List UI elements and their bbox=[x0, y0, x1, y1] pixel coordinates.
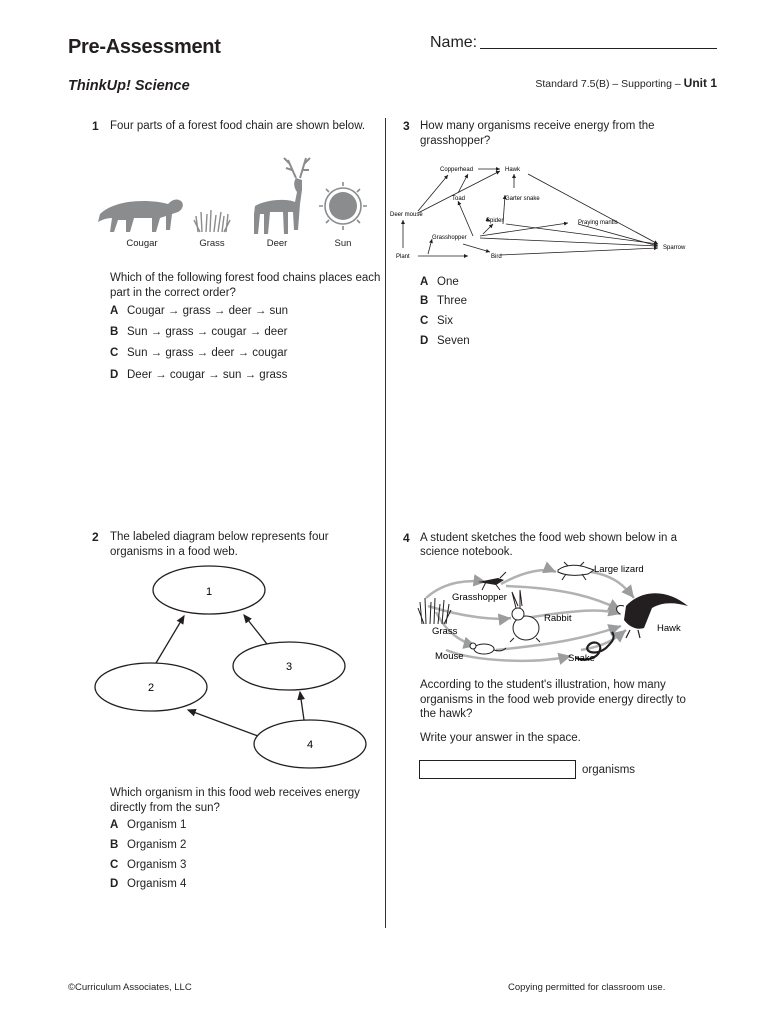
q2-node-1-label: 1 bbox=[205, 586, 213, 598]
q1-option-c[interactable]: C Sun → grass → deer → cougar bbox=[110, 347, 288, 359]
q3-web-arrows bbox=[403, 169, 658, 256]
q2-node-2-label: 2 bbox=[147, 682, 155, 694]
q4-label-grass: Grass bbox=[432, 626, 458, 637]
q2-arrow-2-to-1 bbox=[156, 616, 184, 663]
q4-instruction: Write your answer in the space. bbox=[420, 732, 581, 744]
q3-prompt-line1: How many organisms receive energy from the bbox=[420, 120, 655, 132]
q3-label-praying-mantis: Praying mantis bbox=[578, 220, 618, 226]
name-field-line[interactable] bbox=[480, 48, 717, 49]
q4-answer-suffix: organisms bbox=[582, 764, 636, 776]
q1-label-grass: Grass bbox=[199, 238, 225, 249]
footer-copyright: ©Curriculum Associates, LLC bbox=[68, 982, 192, 993]
q4-label-rabbit: Rabbit bbox=[544, 613, 572, 624]
q2-prompt-line2: organisms in a food web. bbox=[110, 546, 238, 558]
column-divider bbox=[385, 118, 386, 928]
q1-prompt: Four parts of a forest food chain are shown below. bbox=[110, 120, 366, 132]
name-label: Name: bbox=[430, 34, 478, 51]
q2-number: 2 bbox=[92, 530, 99, 544]
q3-number: 3 bbox=[403, 119, 410, 133]
q1-question-line2: part in the correct order? bbox=[110, 287, 236, 299]
q2-node-4-label: 4 bbox=[306, 739, 314, 751]
q4-question-line2: organisms in the food web provide energy directly to bbox=[420, 694, 686, 706]
q4-label-hawk: Hawk bbox=[657, 623, 681, 634]
q2-question-line1: Which organism in this food web receives energy bbox=[110, 787, 360, 799]
q2-node-3-label: 3 bbox=[285, 661, 293, 673]
q2-arrow-3-to-1 bbox=[244, 615, 267, 644]
q4-label-grasshopper: Grasshopper bbox=[452, 592, 507, 603]
q4-label-mouse: Mouse bbox=[435, 651, 464, 662]
lizard-sketch bbox=[558, 562, 594, 580]
q4-label-snake: Snake bbox=[568, 653, 595, 664]
q3-label-garter-snake: Garter snake bbox=[505, 196, 540, 202]
q4-question-line3: the hawk? bbox=[420, 708, 473, 720]
q3-prompt-line2: grasshopper? bbox=[420, 135, 491, 147]
q1-option-d[interactable]: D Deer → cougar → sun → grass bbox=[110, 369, 288, 381]
q2-prompt-line1: The labeled diagram below represents four bbox=[110, 531, 329, 543]
q3-option-b[interactable]: B Three bbox=[420, 295, 468, 307]
cougar-illustration bbox=[98, 200, 183, 232]
q4-food-web-sketch bbox=[416, 558, 696, 668]
q3-label-deer-mouse: Deer mouse bbox=[390, 212, 423, 218]
q4-prompt-line1: A student sketches the food web shown below in a bbox=[420, 532, 677, 544]
q1-option-a[interactable]: A Cougar → grass → deer → sun bbox=[110, 305, 289, 317]
q2-option-c[interactable]: C Organism 3 bbox=[110, 859, 187, 871]
q4-prompt-line2: science notebook. bbox=[420, 546, 513, 558]
q2-option-b[interactable]: B Organism 2 bbox=[110, 839, 187, 851]
q4-web-arrows bbox=[426, 570, 634, 661]
q2-arrow-4-to-2 bbox=[188, 710, 258, 736]
q4-answer-input[interactable] bbox=[419, 760, 576, 779]
q3-label-hawk: Hawk bbox=[505, 167, 521, 173]
q1-label-deer: Deer bbox=[266, 238, 288, 249]
sun-illustration bbox=[319, 182, 367, 230]
q4-question-line1: According to the student's illustration, how many bbox=[420, 679, 666, 691]
q3-label-sparrow: Sparrow bbox=[663, 245, 686, 251]
q3-label-grasshopper: Grasshopper bbox=[432, 235, 467, 241]
page-title: Pre-Assessment bbox=[68, 36, 221, 58]
page-subtitle: ThinkUp! Science bbox=[68, 78, 190, 94]
q3-label-bird: Bird bbox=[491, 254, 502, 260]
grass-illustration bbox=[194, 210, 230, 232]
q1-food-chain-image bbox=[90, 148, 370, 253]
q2-option-a[interactable]: A Organism 1 bbox=[110, 819, 187, 831]
unit-label: Unit 1 bbox=[683, 76, 717, 90]
q2-option-d[interactable]: D Organism 4 bbox=[110, 878, 187, 890]
q3-label-plant: Plant bbox=[396, 254, 410, 260]
standard-info bbox=[535, 76, 717, 90]
q1-label-sun: Sun bbox=[334, 238, 352, 249]
q4-number: 4 bbox=[403, 531, 410, 545]
standard-text: Standard 7.5(B) – Supporting – bbox=[535, 78, 681, 90]
q3-option-a[interactable]: A One bbox=[420, 276, 459, 288]
q2-food-web-diagram bbox=[90, 560, 380, 780]
q3-option-d[interactable]: D Seven bbox=[420, 335, 470, 347]
q1-number: 1 bbox=[92, 119, 99, 133]
q2-question-line2: directly from the sun? bbox=[110, 802, 220, 814]
q1-question-line1: Which of the following forest food chains places each bbox=[110, 272, 381, 284]
q2-arrow-4-to-3 bbox=[300, 692, 304, 720]
q3-label-toad: Toad bbox=[452, 196, 466, 202]
q1-label-cougar: Cougar bbox=[126, 238, 158, 249]
q1-option-b[interactable]: B Sun → grass → cougar → deer bbox=[110, 326, 288, 338]
q3-label-spider: Spider bbox=[486, 218, 504, 224]
footer-copy-permission: Copying permitted for classroom use. bbox=[508, 982, 666, 993]
deer-illustration bbox=[254, 158, 310, 234]
q3-food-web-diagram bbox=[388, 158, 698, 268]
q4-label-large-lizard: Large lizard bbox=[594, 564, 644, 575]
q3-option-c[interactable]: C Six bbox=[420, 315, 453, 327]
q3-label-copperhead: Copperhead bbox=[440, 167, 474, 173]
